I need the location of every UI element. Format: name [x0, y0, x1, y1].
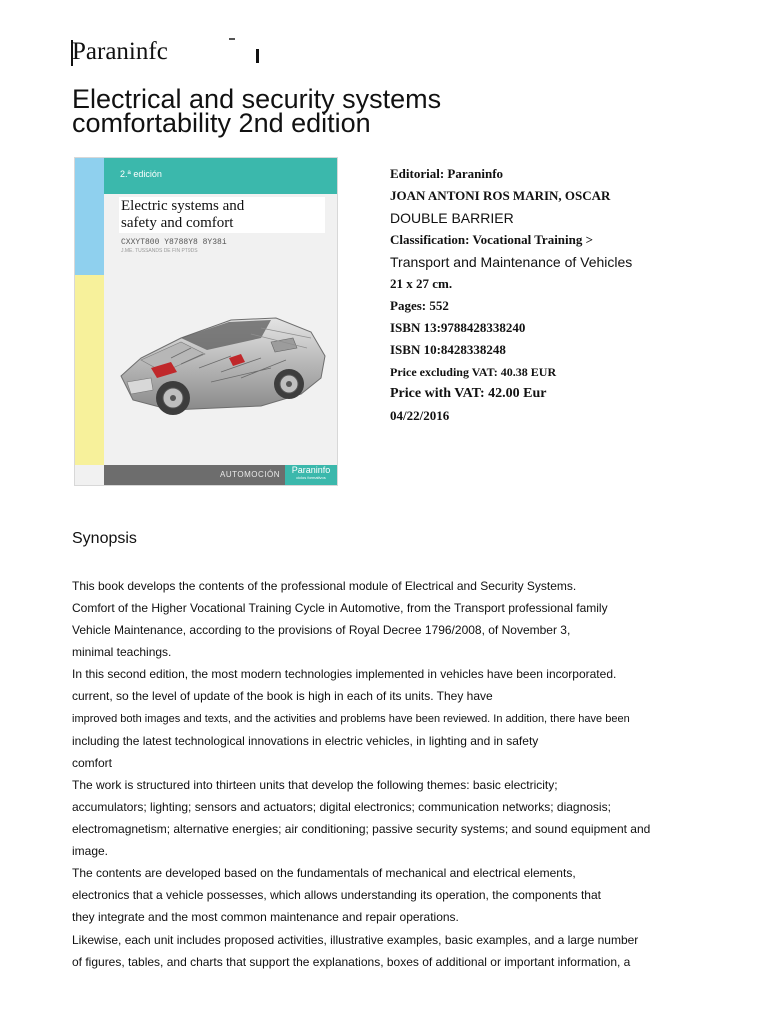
synopsis-line: electronics that a vehicle possesses, which allows understanding its operation, the components that	[72, 888, 601, 903]
isbn10-field: ISBN 10:8428338248	[390, 342, 506, 357]
page-title-line-1: Electrical and security systems	[72, 84, 442, 114]
logo-accent-mark	[229, 38, 235, 40]
synopsis-line: accumulators; lighting; sensors and actuators; digital electronics; communication networks; diagnosis;	[72, 799, 611, 814]
editorial-field: Editorial: Paraninfo	[390, 166, 504, 181]
cover-subtitle: J.ME. TUSSANDS DE FIN PT9DS	[121, 248, 198, 254]
authors-line-2: DOUBLE BARRIER	[390, 210, 514, 226]
classification-subcategory[interactable]: Transport and Maintenance of Vehicles	[390, 254, 633, 270]
cover-series-label: AUTOMOCIÓN	[220, 470, 280, 479]
synopsis-text	[72, 575, 722, 973]
synopsis-line: Likewise, each unit includes proposed activities, illustrative examples, basic examples, and a large number	[72, 932, 639, 947]
cover-yellow-strip	[75, 275, 104, 465]
car-cutaway-illustration	[111, 298, 331, 428]
synopsis-line: Vehicle Maintenance, according to the provisions of Royal Decree 1796/2008, of November 3,	[72, 623, 571, 638]
synopsis-line: minimal teachings.	[72, 645, 172, 660]
book-cover-image[interactable]	[74, 157, 338, 486]
classification-field[interactable]: Classification: Vocational Training >	[390, 232, 594, 247]
cover-footer-band	[104, 465, 337, 485]
synopsis-heading: Synopsis	[72, 530, 137, 547]
page-title-line-2: comfortability 2nd edition	[72, 108, 371, 138]
synopsis-line: The contents are developed based on the fundamentals of mechanical and electrical elements,	[72, 866, 576, 881]
price-excluding-vat: Price excluding VAT: 40.38 EUR	[390, 365, 557, 379]
synopsis-line: In this second edition, the most modern technologies implemented in vehicles have been incorporated.	[72, 667, 617, 682]
cover-blue-strip	[75, 158, 104, 275]
synopsis-line: including the latest technological innovations in electric vehicles, in lighting and in safety	[72, 733, 539, 748]
synopsis-line: image.	[72, 844, 109, 859]
isbn13-field: ISBN 13:9788428338240	[390, 320, 526, 335]
cover-header-band	[104, 158, 337, 194]
logo-end-mark	[256, 49, 259, 63]
synopsis-line: The work is structured into thirteen units that develop the following themes: basic electricity;	[72, 777, 558, 792]
price-with-vat: Price with VAT: 42.00 Eur	[390, 386, 547, 401]
synopsis-line: This book develops the contents of the professional module of Electrical and Security Systems.	[72, 579, 577, 593]
cover-title: Electric systems and safety and comfort	[121, 198, 245, 231]
cover-authors: CXXYT800 Y8788Y8 8Y38i	[121, 238, 227, 247]
authors-line-1: JOAN ANTONI ROS MARIN, OSCAR	[390, 188, 611, 203]
paraninfo-logo[interactable]: Paraninfc	[72, 38, 168, 65]
publication-date: 04/22/2016	[390, 408, 450, 423]
cover-publisher-logo	[285, 465, 337, 485]
synopsis-line: improved both images and texts, and the activities and problems have been reviewed. In addition, there have been	[72, 712, 630, 725]
synopsis-line: Comfort of the Higher Vocational Training Cycle in Automotive, from the Transport professional family	[72, 601, 608, 616]
size-field: 21 x 27 cm.	[390, 276, 453, 291]
pages-field: Pages: 552	[390, 298, 449, 313]
cover-publisher-tagline: ciclos formativos	[296, 475, 326, 480]
page-title	[72, 84, 712, 138]
synopsis-line: current, so the level of update of the book is high in each of its units. They have	[72, 689, 493, 704]
book-details	[390, 163, 750, 427]
cover-publisher-name: Paraninfo	[291, 465, 331, 475]
synopsis-line: of figures, tables, and charts that support the explanations, boxes of additional or important information, a	[72, 954, 631, 969]
synopsis-line: comfort	[72, 755, 113, 770]
synopsis-line: electromagnetism; alternative energies; air conditioning; passive security systems; and sound equipment and	[72, 822, 651, 837]
cover-edition-label: 2.ª edición	[120, 169, 162, 179]
synopsis-line: they integrate and the most common maintenance and repair operations.	[72, 910, 459, 925]
